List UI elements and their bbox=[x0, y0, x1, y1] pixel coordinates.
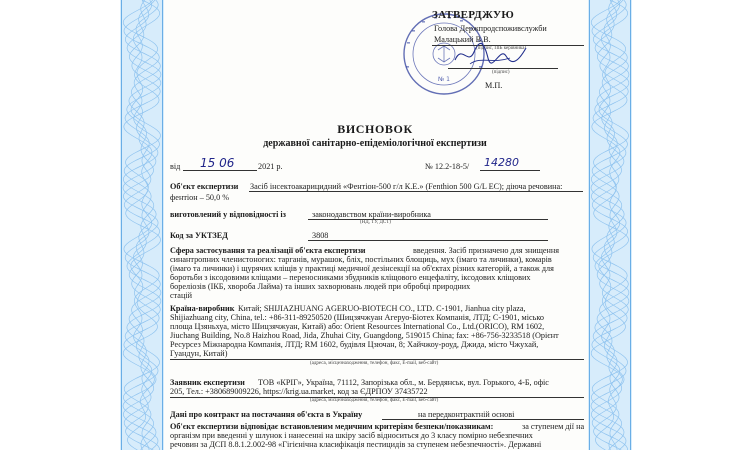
criteria-line-1-rest: за ступенем дії на bbox=[522, 422, 585, 431]
object-label: Об'єкт експертизи bbox=[170, 182, 239, 191]
number-label: № 12.2-18-5/ bbox=[425, 162, 470, 171]
date-handwritten: 15 06 bbox=[200, 156, 235, 170]
approve-title: ЗАТВЕРДЖУЮ bbox=[432, 9, 515, 21]
date-year: 2021 р. bbox=[258, 162, 283, 171]
country-line-rule bbox=[170, 359, 584, 360]
scope-line-3: (імаго та личинки) і щурячих кліщів у практиці медичної дезінсекції на об'єктах різних категорій, а також для bbox=[170, 264, 554, 273]
approve-caption-signature: (підпис) bbox=[492, 70, 510, 75]
date-line bbox=[183, 170, 257, 171]
scope-line-5: бореліозів (ІКБ, хвороба Лайма) та інших захворювань людей при обробці природних bbox=[170, 282, 471, 291]
made-line bbox=[308, 219, 548, 220]
country-caption: (адреса, місцезнаходження, телефон, факс, E-mail, веб-сайт) bbox=[310, 361, 439, 366]
approve-caption-name: (підпис, ПІБ керівника) bbox=[476, 46, 527, 51]
signature-image bbox=[450, 40, 530, 68]
made-caption: (НД, ТУ, ДСТ) bbox=[360, 220, 391, 225]
made-label: виготовлений у відповідності із bbox=[170, 210, 286, 219]
contract-line bbox=[382, 419, 584, 420]
country-label: Країна-виробник bbox=[170, 304, 235, 313]
criteria-label: Об'єкт експертизи відповідає встановленим медичним критеріям безпеки/показникам: bbox=[170, 422, 494, 431]
country-line-4: Jiuchang Building, No.8 Haizhou Road, Jida, Zhuhai City, Guangdong, 519015 China; fax: +86-756-3233518 (Орієнт bbox=[170, 331, 559, 340]
object-line-2: фентіон – 50,0 % bbox=[170, 193, 230, 202]
country-line-2: Shijiazhuang city, China, tel.: +86-311-89250520 (Шицзячжуан Агеруо-Біотех Компанія, ЛТД; С-1901, місько bbox=[170, 313, 545, 322]
svg-text:№ 1: № 1 bbox=[438, 76, 450, 83]
code-value: 3808 bbox=[312, 231, 329, 240]
approve-signature-line bbox=[448, 68, 558, 69]
document-title: ВИСНОВОК bbox=[337, 122, 413, 136]
applicant-line-2: 205, Тел.: +380689009226, https://krig.ua.market, код за ЄДРПОУ 37435722 bbox=[170, 387, 428, 396]
seal-place-label: М.П. bbox=[485, 81, 503, 90]
country-line-3: площа Цзяньхуа, місто Шицзячжуан, Китай) або: Orient Resources International Co., Ltd.(ORICO), RM 1602, bbox=[170, 322, 545, 331]
number-handwritten: 14280 bbox=[484, 156, 519, 169]
object-line-1: Засіб інсектоакарицидний «Фентіон-500 г/л К.Е.» (Fenthion 500 G/L EC); діюча речовина: bbox=[250, 182, 563, 191]
country-line-6: Гуандун, Китай) bbox=[170, 349, 228, 358]
document-subtitle: державної санітарно-епідеміологічної експертизи bbox=[263, 138, 487, 149]
applicant-line-1: ТОВ «КРІГ», Україна, 71112, Запорізька обл., м. Бердянськ, вул. Горького, 4-Б, офіс bbox=[258, 378, 549, 387]
country-line-1: Китай; SHIJIAZHUANG AGERUO-BIOTECH CO., LTD. C-1901, Jianhua city plaza, bbox=[238, 304, 526, 313]
scope-line-6: стацій bbox=[170, 291, 192, 300]
contract-label: Дані про контракт на постачання об'єкта в Україну bbox=[170, 410, 363, 419]
left-guilloche-border bbox=[120, 0, 164, 450]
approve-name: Малацький В.В. bbox=[434, 35, 491, 44]
criteria-line-3: речовин за ДСП 8.8.1.2.002-98 «Гігієнічна класифікація пестицидів за ступенем небезпечності». Державні bbox=[170, 440, 542, 449]
made-value: законодавством країни-виробника bbox=[312, 210, 431, 219]
contract-value: на передконтрактній основі bbox=[418, 410, 515, 419]
scope-line-4: боротьби з іксодовими кліщами – переносниками збудників кліщового енцефаліту, іксодових кліщових bbox=[170, 273, 531, 282]
right-guilloche-border bbox=[588, 0, 632, 450]
applicant-caption: (адреса, місцезнаходження, телефон, факс, E-mail, веб-сайт) bbox=[310, 398, 439, 403]
code-label: Код за УКТЗЕД bbox=[170, 231, 228, 240]
approve-position: Голова Держпродспоживслужби bbox=[434, 24, 547, 33]
number-line bbox=[480, 170, 540, 171]
object-line-rule bbox=[249, 191, 583, 192]
scope-line-1: введення. Засіб призначено для знищення bbox=[413, 246, 560, 255]
scope-line-2: синантропних членистоногих: тарганів, мурашок, бліх, постільних блощиць, мух (імаго та личинки), комарів bbox=[170, 255, 552, 264]
date-from-label: від bbox=[170, 162, 181, 171]
code-line bbox=[308, 240, 548, 241]
country-line-5: Ресурсез Міжнародна Компанія, ЛТД; RM 1602, будівля Цзючан, 8; Хайчжоу-роуд, Джида, місто Чжухай, bbox=[170, 340, 539, 349]
applicant-label: Заявник експертизи bbox=[170, 378, 245, 387]
scope-label: Сфера застосування та реалізації об'єкта експертизи bbox=[170, 246, 366, 255]
criteria-line-2: організм при введенні у шлунок і нанесенні на шкіру засіб відноситься до 3 класу помірно небезпечних bbox=[170, 431, 533, 440]
